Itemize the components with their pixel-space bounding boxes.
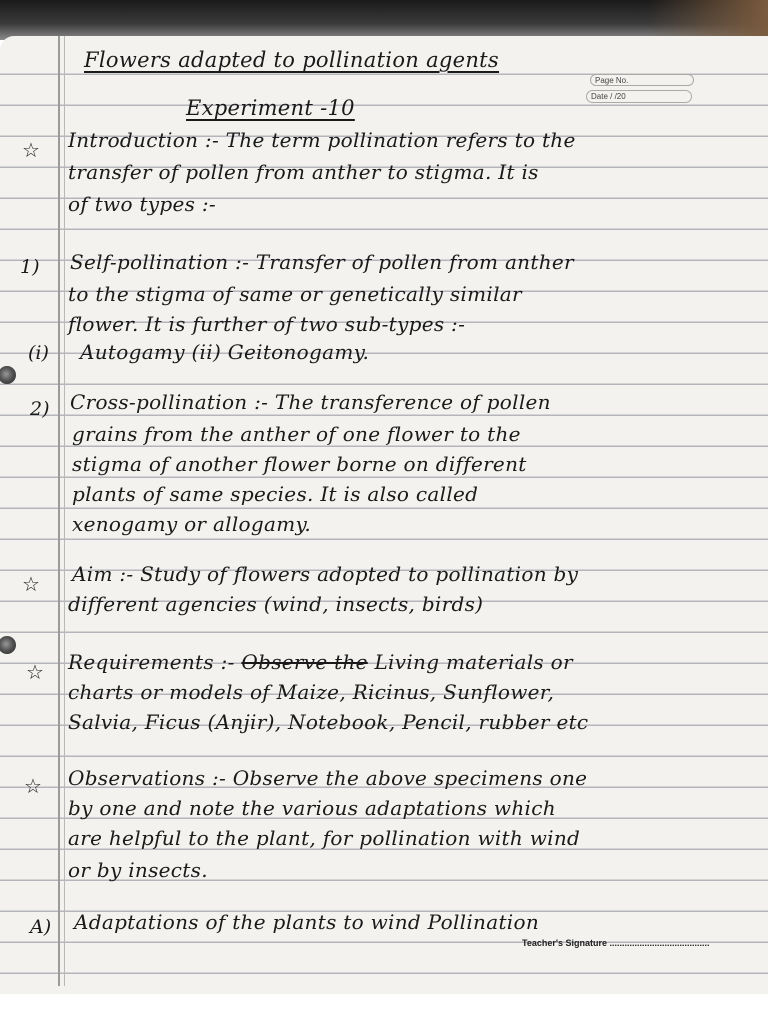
self-pollination-line-2: to the stigma of same or genetically similar bbox=[68, 282, 522, 306]
struck-text: Observe the bbox=[241, 650, 368, 674]
cross-pollination-line-1: Cross-pollination :- The transference of pollen bbox=[70, 390, 551, 414]
cross-pollination-marker: 2) bbox=[30, 398, 50, 420]
requirements-label: Requirements :- bbox=[68, 650, 235, 674]
experiment-heading bbox=[186, 96, 355, 120]
section-a-marker: A) bbox=[30, 916, 52, 938]
cross-pollination-line-4: plants of same species. It is also called bbox=[72, 482, 479, 506]
cross-pollination-line-3: stigma of another flower borne on different bbox=[72, 452, 527, 476]
requirements-line-1-rest: Living materials or bbox=[374, 650, 573, 674]
star-bullet-icon: ☆ bbox=[22, 572, 40, 596]
top-shadow bbox=[0, 0, 768, 40]
subtype-marker: (i) bbox=[28, 342, 49, 364]
self-pollination-marker: 1) bbox=[20, 256, 40, 278]
observations-line-3: are helpful to the plant, for pollination with wind bbox=[68, 826, 581, 850]
intro-line-1: Introduction :- The term pollination refers to the bbox=[68, 128, 576, 152]
requirements-line-3: Salvia, Ficus (Anjir), Notebook, Pencil, rubber etc bbox=[68, 710, 589, 734]
subtypes-line: Autogamy (ii) Geitonogamy. bbox=[80, 340, 370, 364]
requirements-line-2: charts or models of Maize, Ricinus, Sunflower, bbox=[68, 680, 555, 704]
observations-line-4: or by insects. bbox=[68, 858, 208, 882]
aim-line-1: Aim :- Study of flowers adopted to pollination by bbox=[72, 562, 579, 586]
margin-line bbox=[58, 36, 60, 986]
cross-pollination-line-2: grains from the anther of one flower to the bbox=[72, 422, 521, 446]
page-title bbox=[84, 48, 499, 72]
self-pollination-line-1: Self-pollination :- Transfer of pollen from anther bbox=[70, 250, 574, 274]
star-bullet-icon: ☆ bbox=[24, 774, 42, 798]
requirements-line-1 bbox=[68, 650, 573, 674]
page-number-field: Page No. bbox=[590, 74, 694, 86]
margin-line-inner bbox=[64, 36, 65, 986]
intro-line-3: of two types :- bbox=[68, 192, 216, 216]
page-title-text: Flowers adapted to pollination agents bbox=[84, 48, 500, 72]
section-a-line-1: Adaptations of the plants to wind Pollination bbox=[74, 910, 540, 934]
star-bullet-icon: ☆ bbox=[26, 660, 44, 684]
experiment-heading-text: Experiment -10 bbox=[186, 96, 355, 120]
star-bullet-icon: ☆ bbox=[22, 138, 40, 162]
aim-line-2: different agencies (wind, insects, birds) bbox=[68, 592, 484, 616]
observations-line-2: by one and note the various adaptations which bbox=[68, 796, 556, 820]
bottom-band bbox=[0, 994, 768, 1024]
date-box bbox=[586, 70, 696, 106]
date-field: Date / /20 bbox=[586, 90, 692, 103]
cross-pollination-line-5: xenogamy or allogamy. bbox=[72, 512, 312, 536]
observations-line-1: Observations :- Observe the above specimens one bbox=[68, 766, 588, 790]
self-pollination-line-3: flower. It is further of two sub-types :- bbox=[68, 312, 466, 336]
intro-line-2: transfer of pollen from anther to stigma. It is bbox=[68, 160, 539, 184]
teacher-signature: Teacher's Signature ........................................ bbox=[522, 938, 710, 948]
